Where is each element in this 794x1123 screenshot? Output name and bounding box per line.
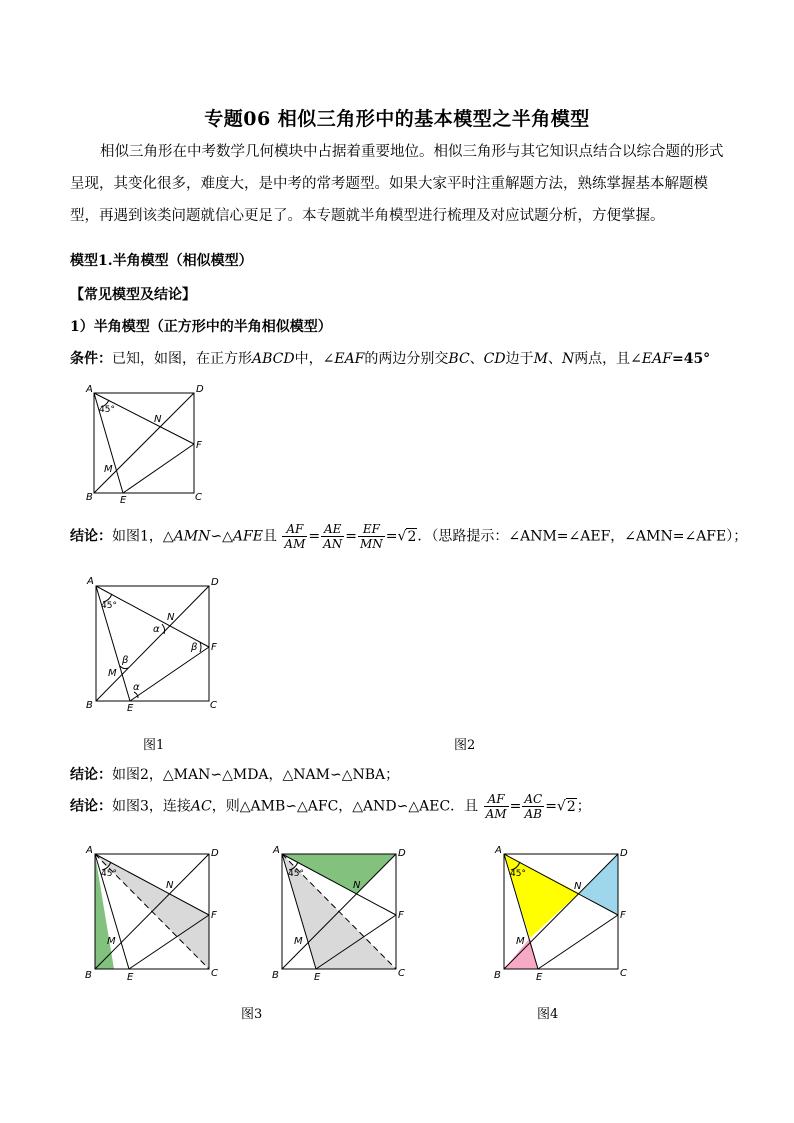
conclusion-label: 结论： xyxy=(70,767,112,783)
beta-label: β xyxy=(191,642,198,653)
condition-line xyxy=(70,348,710,368)
label-n: N xyxy=(574,881,582,892)
sqrt-two: √2 xyxy=(397,528,417,545)
angle-label: 45° xyxy=(101,601,117,611)
conclusion-text: ，则△AMB∽△AFC，△AND∽△AEC．且 xyxy=(211,798,479,815)
equals-sign: = xyxy=(308,528,321,545)
label-a: A xyxy=(495,845,502,856)
fraction-ae-an: $\frac{AE}{AN}$ xyxy=(323,522,343,551)
condition-var: M xyxy=(533,351,548,367)
label-n: N xyxy=(166,880,174,891)
label-m: M xyxy=(107,936,116,947)
sub-heading: 1）半角模型（正方形中的半角相似模型） xyxy=(70,319,332,335)
label-c: C xyxy=(398,968,405,979)
condition-text: =45° xyxy=(671,351,711,367)
label-c: C xyxy=(210,700,217,711)
label-e: E xyxy=(536,972,543,983)
alpha-label: α xyxy=(133,682,140,693)
label-a: A xyxy=(86,845,93,856)
label-b: B xyxy=(85,970,92,981)
label-c: C xyxy=(211,968,218,979)
condition-text: 、 xyxy=(547,351,562,367)
alpha-label: α xyxy=(153,624,160,635)
label-f: F xyxy=(211,910,217,921)
conclusion-text: 如图1，△ xyxy=(112,528,174,545)
condition-text: 边于 xyxy=(505,351,534,367)
angle-label: 45° xyxy=(99,405,115,415)
condition-var: ABCD xyxy=(252,351,295,367)
beta-arc-m xyxy=(120,666,128,669)
section-heading: 【常见模型及结论】 xyxy=(70,287,196,303)
condition-var: BC xyxy=(448,351,470,367)
label-n: N xyxy=(167,612,175,623)
label-a: A xyxy=(86,384,93,395)
conclusion-text: 且 xyxy=(262,528,277,545)
caption-fig3: 图3 xyxy=(241,1007,263,1022)
figure-3-middle xyxy=(272,844,412,984)
label-c: C xyxy=(195,492,202,503)
sqrt-two: √2 xyxy=(556,798,576,815)
label-f: F xyxy=(196,440,202,451)
label-n: N xyxy=(154,414,162,425)
conclusion-var: AFE xyxy=(232,528,263,545)
equals-sign: = xyxy=(509,798,522,815)
label-b: B xyxy=(272,970,279,981)
equals-sign: = xyxy=(345,528,357,545)
caption-fig1: 图1 xyxy=(143,738,165,753)
label-e: E xyxy=(120,495,127,506)
label-e: E xyxy=(127,703,134,714)
condition-text: 已知，如图，在正方形 xyxy=(112,351,252,367)
condition-var: EAF xyxy=(334,351,365,367)
equals-sign: = xyxy=(385,528,398,545)
hint-text: ．（思路提示：∠ANM=∠AEF，∠AMN=∠AFE）； xyxy=(417,528,748,545)
line-ef xyxy=(130,647,209,701)
condition-text: 的两边分别交 xyxy=(364,351,449,367)
label-m: M xyxy=(294,936,303,947)
label-d: D xyxy=(398,848,406,859)
label-m: M xyxy=(516,936,525,947)
fraction-ef-mn: $\frac{EF}{MN}$ xyxy=(360,522,383,551)
condition-text: 、 xyxy=(469,351,484,367)
figure-1 xyxy=(86,574,226,714)
line-ef xyxy=(123,444,194,493)
fraction-af-am: $\frac{AF}{AM}$ xyxy=(284,522,306,551)
intro-text: 相似三角形在中考数学几何模块中占据着重要地位。相似三角形与其它知识点结合以综合题的形式呈现，其变化很多，难度大，是中考的常考题型。如果大家平时注重解题方法，熟练掌握基本解题模型，再遇到该类问题就信心更足了。本专题就半角模型进行梳理及对应试题分析，方便掌握。 xyxy=(70,144,724,224)
label-a: A xyxy=(273,845,280,856)
conclusion-text: ； xyxy=(576,798,591,815)
label-b: B xyxy=(86,700,93,711)
label-n: N xyxy=(353,880,361,891)
label-d: D xyxy=(211,848,219,859)
yellow-triangle xyxy=(504,854,579,938)
angle-label: 45° xyxy=(101,869,117,879)
label-m: M xyxy=(108,668,117,679)
label-e: E xyxy=(314,972,321,983)
label-d: D xyxy=(211,577,219,588)
condition-label: 条件： xyxy=(70,351,112,367)
blue-triangle xyxy=(579,854,618,915)
fraction-ac-ab: $\frac{AC}{AB}$ xyxy=(524,792,543,821)
label-f: F xyxy=(398,910,404,921)
label-f: F xyxy=(620,910,626,921)
beta-arc xyxy=(200,642,201,652)
condition-text: 中，∠ xyxy=(294,351,335,367)
angle-label: 45° xyxy=(288,869,304,879)
label-m: M xyxy=(104,464,113,475)
figure-3-left xyxy=(85,844,225,984)
conclusion1-line xyxy=(70,522,747,551)
label-c: C xyxy=(620,968,627,979)
conclusion-label: 结论： xyxy=(70,798,112,815)
angle-label: 45° xyxy=(510,869,526,879)
model-heading: 模型1.半角模型（相似模型） xyxy=(70,253,253,269)
condition-var: CD xyxy=(483,351,506,367)
label-a: A xyxy=(87,576,94,587)
similar-sign: ∽ xyxy=(210,528,223,545)
condition-var: N xyxy=(561,351,575,367)
label-d: D xyxy=(620,848,628,859)
label-e: E xyxy=(127,972,134,983)
fraction-af-am: $\frac{AF}{AM}$ xyxy=(485,792,507,821)
triangle-sign: △ xyxy=(222,528,233,545)
intro-paragraph xyxy=(70,136,730,232)
caption-fig2: 图2 xyxy=(454,738,476,753)
conclusion2-line xyxy=(70,764,399,784)
figure-4 xyxy=(494,844,634,984)
conclusion-text: 如图3，连接 xyxy=(112,798,191,815)
condition-text: 两点，且∠ xyxy=(574,351,642,367)
label-b: B xyxy=(86,492,93,503)
label-b: B xyxy=(494,970,501,981)
label-d: D xyxy=(196,384,204,395)
line-af xyxy=(96,586,209,647)
beta-label: β xyxy=(122,655,129,666)
page-title: 专题06 相似三角形中的基本模型之半角模型 xyxy=(204,108,590,130)
conclusion-label: 结论： xyxy=(70,528,112,545)
caption-fig4: 图4 xyxy=(537,1007,559,1022)
figure-condition xyxy=(86,384,206,504)
conclusion3-line xyxy=(70,792,591,821)
equals-sign: = xyxy=(545,798,557,815)
conclusion-var: AC xyxy=(190,798,212,815)
conclusion-text: 如图2，△MAN∽△MDA，△NAM∽△NBA； xyxy=(112,767,400,783)
label-f: F xyxy=(211,642,217,653)
conclusion-var: AMN xyxy=(173,528,211,545)
condition-var: EAF xyxy=(641,351,672,367)
